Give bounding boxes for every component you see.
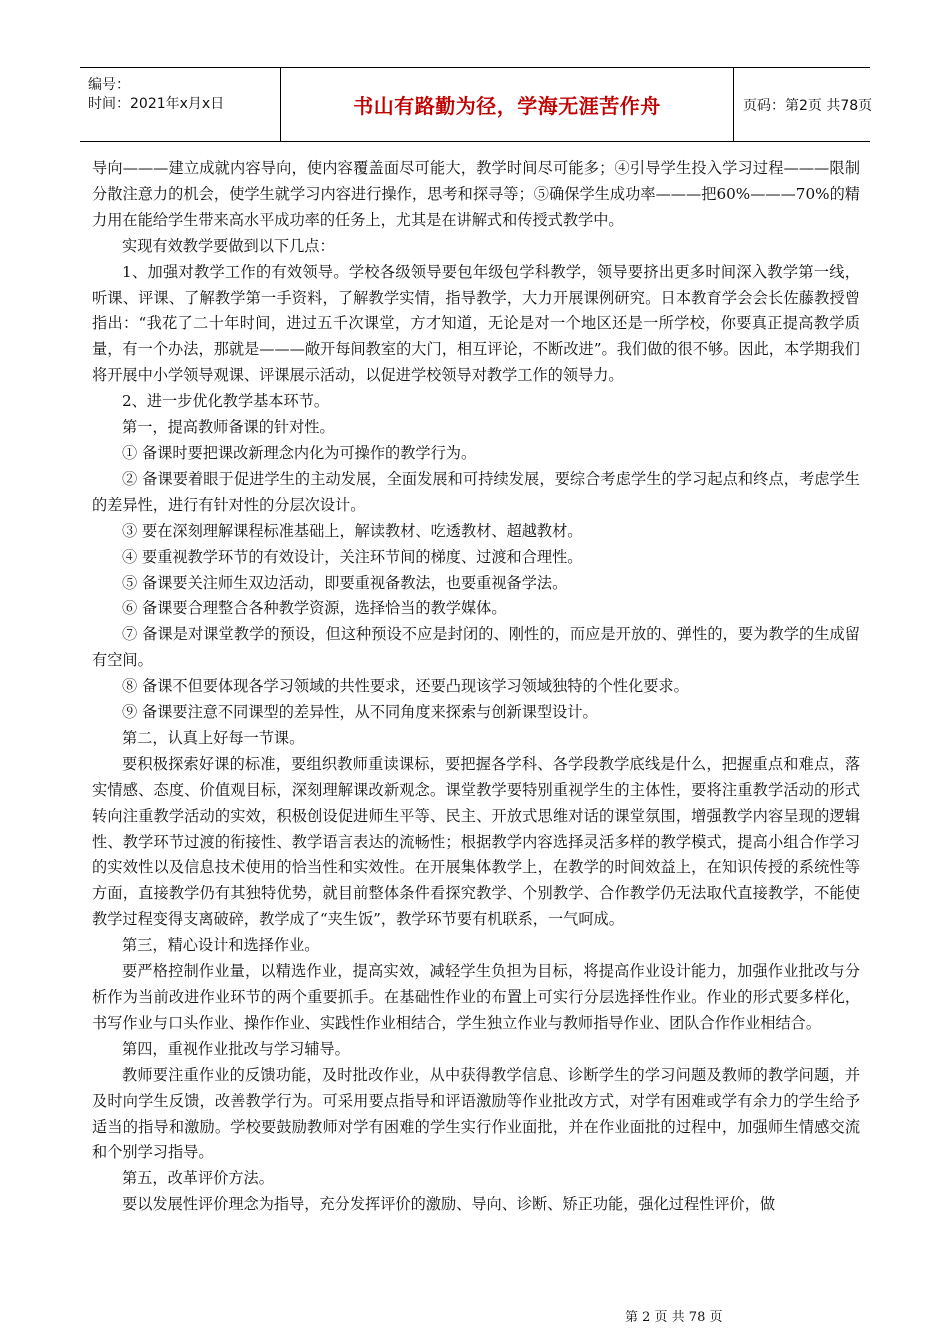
body-paragraph: 要严格控制作业量，以精选作业，提高实效，减轻学生负担为目标，将提高作业设计能力，加强作业批改与分析作为当前改进作业环节的两个重要抓手。在基础性作业的布置上可实行分层选择性作业。作业的形式要多样化，书写作业与口头作业、操作作业、实践性作业相结合，学生独立作业与教师指导作业、团队合作作业相结合。 [92,962,860,1032]
body-paragraph: ⑤ 备课要关注师生双边活动，即要重视备教法，也要重视备学法。 [122,573,568,592]
page-footer: 第 2 页 共 78 页 [625,1310,723,1325]
body-paragraph: 第四，重视作业批改与学习辅导。 [122,1039,350,1058]
body-paragraph: ⑧ 备课不但要体现各学习领域的共性要求，还要凸现该学习领域独特的个性化要求。 [122,677,689,696]
document-date-label: 时间：2021年x月x日 [88,96,225,112]
body-paragraph: 第五，改革评价方法。 [122,1169,274,1188]
header-motto-cell [280,68,734,141]
body-paragraph: ⑥ 备课要合理整合各种教学资源，选择恰当的教学媒体。 [122,599,507,618]
body-paragraph: ③ 要在深刻理解课程标准基础上，解读教材、吃透教材、超越教材。 [122,521,583,540]
body-paragraph: 第一，提高教师备课的针对性。 [122,418,335,437]
page-header [80,67,873,142]
body-paragraph: 1、加强对教学工作的有效领导。学校各级领导要包年级包学科教学，领导要挤出更多时间深入教学第一线，听课、评课、了解教学第一手资料，了解教学实情，指导教学，大力开展课例研究。日本教育学会会长佐藤教授曾指出：“我花了二十年时间，进过五千次课堂，方才知道，无论是对一个地区还是一所学校，你要真正提高教学质量，有一个办法，那就是———敞开每间教室的大门，相互评论，不断改进”。我们做的很不够。因此，本学期我们将开展中小学领导观课、评课展示活动，以促进学校领导对教学工作的领导力。 [92,262,860,385]
body-paragraph: 2、进一步优化教学基本环节。 [122,392,330,411]
body-paragraph: ① 备课时要把课改新理念内化为可操作的教学行为。 [122,443,477,462]
header-motto: 书山有路勤为径，学海无涯苦作舟 [353,94,661,118]
body-paragraph: 要积极探索好课的标准，要组织教师重读课标，要把握各学科、各学段教学底线是什么，把握重点和难点，落实情感、态度、价值观目标，深刻理解课改新观念。课堂教学要特别重视学生的主体性，要将注重教学活动的形式转向注重教学活动的实效，积极创设促进师生平等、民主、开放式思维对话的课堂氛围，增强教学内容呈现的逻辑性、教学环节过渡的衔接性、教学语言表达的流畅性；根据教学内容选择灵活多样的教学模式，提高小组合作学习的实效性以及信息技术使用的恰当性和实效性。在开展集体教学上，在教学的时间效益上，在知识传授的系统性等方面，直接教学仍有其独特优势，就目前整体条件看探究教学、个别教学、合作教学仍无法取代直接教学，不能使教学过程变得支离破碎，教学成了“夹生饭”，教学环节要有机联系，一气呵成。 [92,754,860,929]
body-paragraph: 导向———建立成就内容导向，使内容覆盖面尽可能大，教学时间尽可能多；④引导学生投入学习过程———限制分散注意力的机会，使学生就学习内容进行操作，思考和探寻等；⑤确保学生成功率———把60%———70%的精力用在能给学生带来高水平成功率的任务上，尤其是在讲解式和传授式教学中。 [92,159,860,229]
header-meta [80,68,270,141]
body-paragraph: 教师要注重作业的反馈功能，及时批改作业，从中获得教学信息、诊断学生的学习问题及教师的教学问题，并及时向学生反馈，改善教学行为。可采用要点指导和评语激励等作业批改方式，对学有困难或学有余力的学生给予适当的指导和激励。学校要鼓励教师对学有困难的学生实行作业面批，并在作业面批的过程中，加强师生情感交流和个别学习指导。 [92,1065,860,1162]
body-paragraph: ④ 要重视教学环节的有效设计，关注环节间的梯度、过渡和合理性。 [122,547,583,566]
document-body [92,156,860,1218]
body-paragraph: ⑦ 备课是对课堂教学的预设，但这种预设不应是封闭的、刚性的，而应是开放的、弹性的，要为教学的生成留有空间。 [92,625,860,670]
body-paragraph: ② 备课要着眼于促进学生的主动发展，全面发展和可持续发展，要综合考虑学生的学习起点和终点，考虑学生的差异性，进行有针对性的分层次设计。 [92,469,860,514]
body-paragraph: 实现有效教学要做到以下几点： [122,236,335,255]
body-paragraph: 要以发展性评价理念为指导，充分发挥评价的激励、导向、诊断、矫正功能，强化过程性评价，做 [122,1195,776,1214]
header-page-number: 页码：第2页 共78页 [743,97,873,114]
document-number-label: 编号： [88,77,130,93]
body-paragraph: 第三，精心设计和选择作业。 [122,936,320,955]
body-paragraph: ⑨ 备课要注意不同课型的差异性，从不同角度来探索与创新课型设计。 [122,703,598,722]
body-paragraph: 第二，认真上好每一节课。 [122,728,305,747]
